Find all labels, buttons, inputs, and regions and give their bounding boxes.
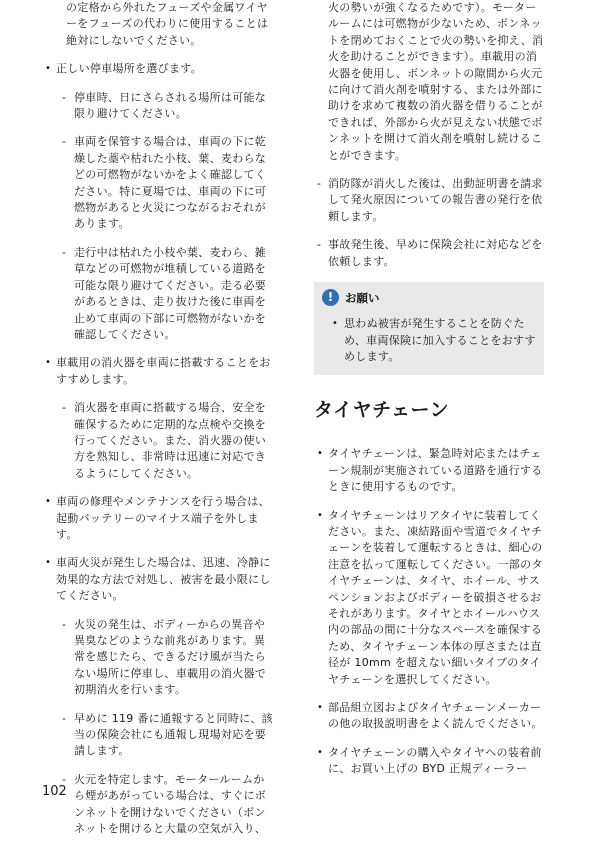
- bullet-item: • 車両火災が発生した場合は、迅速、冷静に効果的な方法で対処し、被害を最小限にしてください。: [42, 555, 274, 604]
- exclamation-icon: !: [322, 289, 339, 306]
- left-column: [42, 0, 274, 849]
- sub-item: - 火元を特定します。モータールームから煙があがっている場合は、すぐにボンネットを開けないでください（ボンネットを開けると大量の空気が入り、: [51, 772, 274, 838]
- sub-item: - 停車時、日にさらされる場所は可能な限り避けてください。: [51, 90, 274, 123]
- bullet-item: • 車載用の消火器を車両に搭載することをおすすめします。: [42, 355, 274, 388]
- notice-item: • 思わぬ被害が発生することを防ぐため、車両保険に加入することをおすすめします。: [322, 316, 536, 365]
- notice-header: [322, 289, 536, 306]
- section-title: タイヤチェーン: [314, 399, 450, 422]
- right-column: [314, 0, 544, 790]
- bullet-item: • タイヤチェーンの購入やタイヤへの装着前に、お買い上げの BYD 正規ディーラー: [314, 745, 544, 778]
- sub-item: - 走行中は枯れた小枝や葉、麦わら、雑草などの可燃物が堆積している道路を可能な限り避けてください。走る必要があるときは、走り抜けた後に車両を止めて車両の下部に可燃物がないかを確認してください。: [51, 245, 274, 343]
- page-number: 102: [42, 784, 67, 799]
- notice-title: お願い: [345, 290, 380, 305]
- sub-item: - 車両を保管する場合は、車両の下に乾燥した藁や枯れた小枝、葉、麦わらなどの可燃物がないかをよく確認してください。特に夏場では、車両の下に可燃物があると火災につながるおそれがあります。: [51, 134, 274, 232]
- sub-item: - 火災の発生は、ボディーからの異音や異臭などのような前兆があります。異常を感じたら、できるだけ風が当たらない場所に停車し、車載用の消火器で初期消火を行います。: [51, 617, 274, 699]
- sub-item: - 早めに 119 番に通報すると同時に、該当の保険会社にも通報し現場対応を要請します。: [51, 711, 274, 760]
- bullet-item: • タイヤチェーンは、緊急時対応またはチェーン規制が実施されている道路を通行するときに使用するものです。: [314, 446, 544, 495]
- sub-item: - 事故発生後、早めに保険会社に対応などを依頼します。: [314, 237, 544, 270]
- continuation-text: の定格から外れたフューズや金属ワイヤーをフューズの代わりに使用することは絶対にしないでください。: [66, 1, 269, 47]
- bullet-item: • 車両の修理やメンテナンスを行う場合は、起動バッテリーのマイナス端子を外します。: [42, 494, 274, 543]
- bullet-item: • 部品組立図およびタイヤチェーンメーカーの他の取扱説明書をよく読んでください。: [314, 700, 544, 733]
- bullet-item: • タイヤチェーンはリアタイヤに装着してください。また、凍結路面や雪道でタイヤチェーンを装着して運転するときは、細心の注意を払って運転してください。一部のタイヤチェーンは、タイヤ、ホイール、サスペンションおよびボディーを破損させるおそれがあります。タイヤとホイールハウス内の部品の間に十分なスペースを確保するため、タイヤチェーン本体の厚さまたは直径が 10mm を超えない細いタイプのタイヤチェーンを選択してください。: [314, 508, 544, 688]
- continuation-text: 火の勢いが強くなるためです）。モータールームには可燃物が少ないため、ボンネットを閉めておくことで火の勢いを抑え、消火を助けることができます）。車載用の消火器を使用し、ボンネットの隙間から火元に向けて消火剤を噴射する、または外部に助けを求めて複数の消火器を借りることができれば、外部から火が見えない状態でボンネットを開けて消火剤を噴射し続けることができます。: [328, 1, 544, 162]
- notice-box: [314, 282, 544, 375]
- sub-item: - 消防隊が消火した後は、出動証明書を請求して発火原因についての報告書の発行を依頼します。: [314, 176, 544, 225]
- bullet-item: • 正しい停車場所を選びます。: [42, 61, 274, 77]
- sub-item: - 消火器を車両に搭載する場合、安全を確保するために定期的な点検や交換を行ってください。また、消火器の使い方を熟知し、非常時は迅速に対応できるようにしてください。: [51, 400, 274, 482]
